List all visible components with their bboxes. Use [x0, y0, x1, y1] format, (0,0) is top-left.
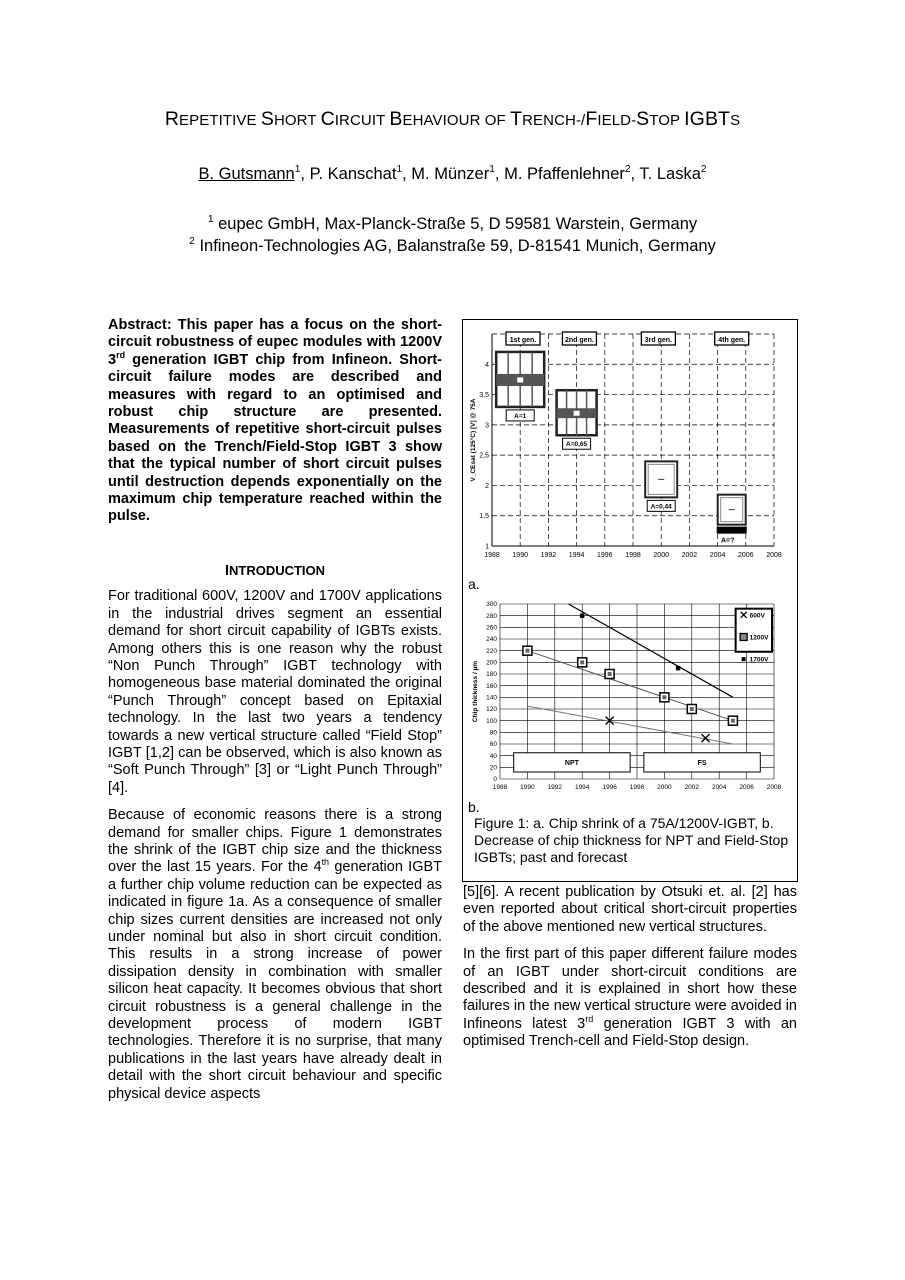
y-tick-label: 300 — [486, 601, 497, 609]
right-paragraph-2: In the first part of this paper different failure modes of an IGBT under short-circuit conditions are described and it is explained in short how these failures in the new vertical structure were avoided in Infineons latest 3rd generation IGBT 3 with an optimised Trench-cell and Field-Stop design. — [463, 946, 797, 1050]
y-tick-label: 1 — [485, 543, 489, 551]
figure-label-a: a. — [468, 576, 480, 592]
y-tick-label: 280 — [486, 612, 497, 620]
data-point-1700v — [676, 666, 680, 670]
generation-label: 3rd gen. — [644, 337, 672, 344]
trend-line-600v — [527, 706, 733, 744]
data-point-1200v-center — [608, 672, 612, 676]
x-tick-label: 2006 — [738, 552, 754, 559]
data-point-1200v-center — [731, 719, 735, 723]
x-tick-label: 2004 — [709, 552, 726, 559]
affiliation-1: $^1$ eupec GmbH, Max-Planck-Straße 5, D 59581 Warstein, Germany — [207, 214, 698, 233]
x-tick-label: 1998 — [625, 552, 641, 559]
y-tick-label: 3 — [485, 422, 489, 430]
area-label: A=? — [720, 537, 735, 545]
area-label: A=1 — [514, 412, 527, 420]
data-point-1200v-center — [690, 707, 694, 711]
data-point-1200v-center — [525, 649, 529, 653]
x-tick-label: 1990 — [520, 784, 535, 791]
author-list: B. Gutsmann$^1$, P. Kanschat$^1$, M. Münzer$^1$, M. Pfaffenlehner$^2$, T. Laska$^2$ — [198, 164, 707, 183]
y-tick-label: 40 — [489, 752, 497, 760]
abstract: Abstract: This paper has a focus on the short-circuit robustness of eupec modules with 1200V 3rd generation IGBT chip from Infineon. Short-circuit failure modes are described and measures with regard to an optimised and robust chip structure are presented. Measurements of repetitive short-circuit pulses based on the Trench/Field-Stop IGBT 3 show that the typical number of short circuit pulses until destruction depends exponentially on the maximum chip temperature reached within the pulse. — [108, 317, 442, 525]
y-tick-label: 20 — [489, 764, 497, 772]
y-tick-label: 260 — [486, 624, 497, 632]
y-axis-label: V_CEsat (125°C) [V] @ 75A — [470, 398, 477, 482]
data-point-1200v-center — [662, 695, 666, 699]
chip-pad — [574, 411, 580, 416]
y-tick-label: 240 — [486, 636, 497, 644]
y-tick-label: 120 — [486, 706, 497, 714]
y-tick-label: 0 — [493, 776, 497, 784]
y-tick-label: 160 — [486, 682, 497, 690]
chip-4 — [715, 332, 749, 545]
legend-label: 600V — [749, 612, 765, 620]
y-tick-label: 100 — [486, 717, 497, 725]
y-tick-label: 4 — [485, 361, 489, 369]
data-point-1700v — [580, 613, 584, 617]
x-tick-label: 1996 — [597, 552, 613, 559]
y-tick-label: 60 — [489, 741, 497, 749]
y-tick-label: 180 — [486, 671, 497, 679]
chip-1 — [496, 332, 544, 421]
x-tick-label: 1988 — [492, 784, 508, 791]
y-tick-label: 140 — [486, 694, 497, 702]
chip-base — [717, 527, 747, 534]
chart-chip-shrink — [464, 322, 796, 567]
y-tick-label: 220 — [486, 647, 497, 655]
y-tick-label: 2 — [485, 482, 489, 490]
right-paragraph-1: [5][6]. A recent publication by Otsuki et. al. [2] has even reported about critical short-circuit properties of the above mentioned new vertical structures. — [463, 884, 797, 935]
x-tick-label: 1998 — [629, 784, 645, 791]
x-tick-label: 2000 — [657, 784, 672, 791]
section-heading-introduction: INTRODUCTION — [224, 562, 326, 579]
legend-label: 1200V — [749, 634, 769, 642]
y-axis-label: Chip thickness / µm — [472, 660, 479, 723]
y-tick-label: 80 — [489, 729, 497, 737]
y-tick-label: 200 — [486, 659, 497, 667]
x-tick-label: 1992 — [540, 552, 557, 559]
x-tick-label: 2006 — [739, 784, 754, 791]
affiliation-2: $^2$ Infineon-Technologies AG, Balanstraße 59, D-81541 Munich, Germany — [189, 236, 716, 255]
figure-caption: Figure 1: a. Chip shrink of a 75A/1200V-IGBT, b. Decrease of chip thickness for NPT and Field-Stop IGBTs; past and forecast — [474, 815, 789, 865]
legend-label: 1700V — [749, 656, 769, 664]
chart-chip-thickness — [464, 596, 796, 796]
x-tick-label: 1996 — [602, 784, 617, 791]
figure-label-b: b. — [468, 799, 480, 815]
x-tick-label: 2004 — [711, 784, 727, 791]
x-tick-label: 1990 — [512, 552, 528, 559]
generation-label: 4th gen. — [718, 337, 746, 344]
data-point-1200v-center — [580, 660, 584, 664]
region-label: NPT — [564, 760, 579, 768]
x-tick-label: 2008 — [766, 784, 782, 791]
x-tick-label: 2000 — [653, 552, 669, 559]
x-tick-label: 1994 — [568, 552, 585, 559]
y-tick-label: 3,5 — [479, 392, 489, 400]
paper-title: REPETITIVE SHORT CIRCUIT BEHAVIOUR OF TRENCH-/FIELD-STOP IGBTS — [164, 108, 741, 130]
generation-label: 1st gen. — [509, 337, 537, 344]
left-column — [108, 317, 442, 1103]
x-tick-label: 1994 — [574, 784, 590, 791]
y-tick-label: 2,5 — [479, 452, 489, 460]
y-tick-label: 1,5 — [479, 513, 489, 521]
area-label: A=0,65 — [566, 441, 588, 449]
region-label: FS — [697, 760, 707, 768]
intro-paragraph-2: Because of economic reasons there is a strong demand for smaller chips. Figure 1 demonstrates the shrink of the IGBT chip size and the thickness over the last 15 years. For the 4th generation IGBT a further chip volume reduction can be expected as indicated in figure 1a. As a consequence of smaller chip sizes current densities are increased not only under nominal but also in short circuit condition. This results in a strong increase of power dissipation density in combination with smaller silicon heat capacity. It becomes obvious that short circuit robustness is a general challenge in the development process of modern IGBT technologies. Therefore it is no surprise, that many publications in the last years have already dealt in detail with the short circuit behaviour and specific physical device aspects — [108, 807, 443, 1102]
x-tick-label: 1992 — [547, 784, 563, 791]
intro-paragraph-1: For traditional 600V, 1200V and 1700V applications in the industrial drives segment an essential demand for short circuit capability of IGBTs exists. Among others this is one reason why the robust “Non Punch Through” IGBT technology with homogeneous base material dominated the original “Punch Through” concept based on Epitaxial technology. In the last two years a tendency towards a new vertical structure called “Field Stop” IGBT [1,2] can be observed, which is also known as “Soft Punch Through” [3] or “Light Punch Through” [4]. — [108, 588, 442, 796]
generation-label: 2nd gen. — [565, 337, 594, 344]
chip-pad — [517, 377, 523, 382]
x-tick-label: 2002 — [681, 552, 698, 559]
area-label: A=0,44 — [650, 503, 672, 511]
legend-marker-1700v — [742, 657, 746, 661]
right-column — [463, 884, 797, 1051]
x-tick-label: 1988 — [484, 552, 500, 559]
legend-marker-1200v — [740, 634, 747, 641]
x-tick-label: 2002 — [684, 784, 700, 791]
chip-3 — [641, 332, 677, 511]
x-tick-label: 2008 — [766, 552, 782, 559]
chip-2 — [557, 332, 597, 449]
